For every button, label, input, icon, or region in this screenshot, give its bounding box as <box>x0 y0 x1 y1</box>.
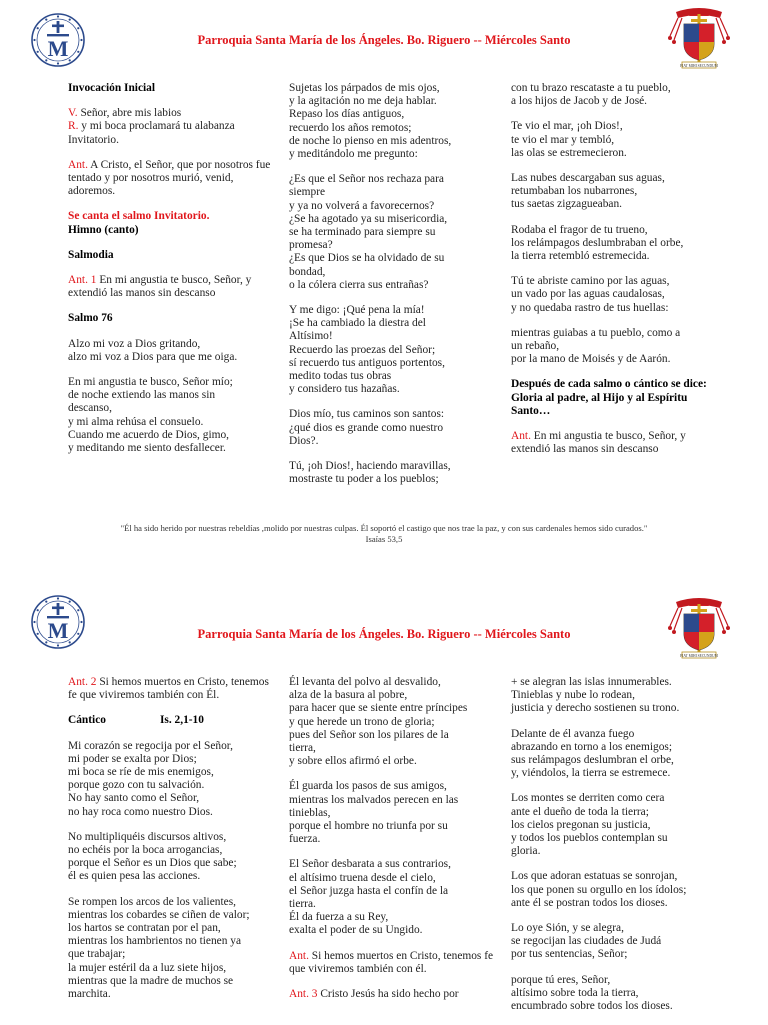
psalm-title: Salmo 76 <box>68 312 113 325</box>
verse-line: Delante de él avanza fuego <box>511 727 635 740</box>
verse-line: + se alegran las islas innumerables. <box>511 676 672 688</box>
verse-line: y sobre ellos afirmó el orbe. <box>289 755 417 768</box>
verse-line: descanso, <box>68 402 112 415</box>
svg-text:M: M <box>47 618 69 643</box>
verse-line: los hartos se contratan por el pan, <box>68 922 221 935</box>
verse-line: porque tú eres, Señor, <box>511 973 611 986</box>
verse-line: y ya no volverá a favorecernos? <box>289 199 435 212</box>
salmodia-title: Salmodia <box>68 248 114 261</box>
column-2 <box>289 82 494 498</box>
verse-line: Dios?. <box>289 434 319 447</box>
verse-line: No hay santo como el Señor, <box>68 792 200 805</box>
verse-line: con tu brazo rescataste a tu pueblo, <box>511 82 671 94</box>
svg-text:FIAT MIHI SECUNDUM: FIAT MIHI SECUNDUM <box>680 63 718 68</box>
column-3 <box>511 82 711 468</box>
verse-line: y la agitación no me deja hablar. <box>289 95 437 108</box>
verse-line: Mi corazón se regocija por el Señor, <box>68 739 233 752</box>
verse-line: la mujer estéril da a luz siete hijos, <box>68 961 227 974</box>
verse-line: no echéis por la boca arrogancias, <box>68 844 223 857</box>
antiphon-3-text: Cristo Jesús ha sido hecho por <box>317 988 459 1001</box>
verse-line: para hacer que se siente entre príncipes <box>289 702 468 715</box>
verse-line: mi boca se ríe de mis enemigos, <box>68 766 214 779</box>
antiphon-label: Ant. <box>289 949 309 962</box>
verse-line: alzo mi voz a Dios para que me oiga. <box>68 350 238 363</box>
coat-of-arms-logo <box>664 596 734 660</box>
verse-line: mi poder se exalta por Dios; <box>68 752 197 765</box>
verse-line: El Señor desbarata a sus contrarios, <box>289 858 451 871</box>
verse-line: y mi alma rehúsa el consuelo. <box>68 415 204 428</box>
verse-line: Sujetas los párpados de mis ojos, <box>289 82 440 94</box>
verse-line: Él levanta del polvo al desvalido, <box>289 676 441 688</box>
verse-line: se ha terminado para siempre su <box>289 226 436 239</box>
canticle-reference: Is. 2,1-10 <box>159 714 204 727</box>
verse-line: ¿Es que el Señor nos rechaza para <box>289 173 444 186</box>
verse-line: bondad, <box>289 265 326 278</box>
column-3 <box>511 676 711 1025</box>
verse-line: exalta el poder de su Ungido. <box>289 924 423 937</box>
verse-line: Se rompen los arcos de los valientes, <box>68 895 236 908</box>
verse-line: y todos los pueblos contemplan su <box>511 832 668 845</box>
antiphon-1-label: Ant. 1 <box>68 274 97 287</box>
verse-line: Recuerdo las proezas del Señor; <box>289 343 436 356</box>
verse-line: ante el dueño de toda la tierra; <box>511 805 649 818</box>
verse-line: o la cólera cierra sus entrañas? <box>289 278 429 291</box>
page-title: Parroquia Santa María de los Ángeles. Bo. Riguero -- Miércoles Santo <box>197 33 571 47</box>
verse-line: los relámpagos deslumbraban el orbe, <box>511 236 684 249</box>
antiphon-text: A Cristo, el Señor, que por nosotros fue tentado y por nosotros murió, venid, adoremos. <box>68 158 271 198</box>
verse-line: medito todas tus obras <box>289 370 392 383</box>
footer-quote <box>60 523 708 545</box>
verse-line: un rebaño, <box>511 340 560 353</box>
verse-line: altísimo sobre toda la tierra, <box>511 986 639 999</box>
verse-line: Cuando me acuerdo de Dios, gimo, <box>68 428 230 441</box>
verse-line: Alzo mi voz a Dios gritando, <box>68 337 201 350</box>
antiphon-label: Ant. <box>68 158 88 171</box>
verse-line: te vio el mar y tembló, <box>511 133 615 146</box>
verse-line: los que ponen su orgullo en los ídolos; <box>511 883 687 896</box>
rubric-sing: Se canta el salmo Invitatorio. <box>68 210 210 223</box>
verse-line: un vado por las aguas caudalosas, <box>511 288 665 301</box>
verse-line: mientras los hambrientos no tienen ya <box>68 935 242 948</box>
verse-line: Tú, ¡oh Dios!, haciendo maravillas, <box>289 460 451 473</box>
verse-line: mostraste tu poder a los pueblos; <box>289 473 439 486</box>
verse-line: se regocijan las ciudades de Judá <box>511 935 662 948</box>
antiphon-2-label: Ant. 2 <box>68 676 97 688</box>
verse-line: Él da fuerza a su Rey, <box>289 911 389 924</box>
verse-line: porque gozo con tu salvación. <box>68 779 205 792</box>
verse-line: por la mano de Moisés y de Aarón. <box>511 353 671 366</box>
gloria-rubric: Después de cada salmo o cántico se dice: Gloria al padre, al Hijo y al Espíritu Santo… <box>511 378 707 417</box>
verse-line: abrazando en torno a los enemigos; <box>511 740 672 753</box>
verse-line: Te vio el mar, ¡oh Dios!, <box>511 120 623 133</box>
verse-line: sus relámpagos deslumbran el orbe, <box>511 754 674 767</box>
verse-line: tierra, <box>289 742 316 755</box>
verse-line: Tú te abriste camino por las aguas, <box>511 275 670 288</box>
verse-line: los cielos pregonan su justicia, <box>511 818 651 831</box>
verse-line: mientras guiabas a tu pueblo, como a <box>511 326 681 339</box>
response-text: y mi boca proclamará tu alabanza <box>78 120 235 133</box>
verse-line: mientras los cobardes se ciñen de valor; <box>68 908 250 921</box>
verse-line: porque el Señor es un Dios que sabe; <box>68 857 237 870</box>
verse-line: encumbrado sobre todos los dioses. <box>511 1000 673 1013</box>
verse-line: mientras los malvados perecen en las <box>289 793 459 806</box>
verse-line: Rodaba el fragor de tu trueno, <box>511 223 648 236</box>
verse-line: no hay roca como nuestro Dios. <box>68 805 213 818</box>
verse-line: de noche lo pienso en mis adentros, <box>289 134 452 147</box>
verse-line: justicia y derecho sostienen su trono. <box>511 702 680 715</box>
antiphon-3-label: Ant. 3 <box>289 988 318 1001</box>
verse-line: tus saetas zigzagueaban. <box>511 198 623 211</box>
verse-line: marchita. <box>68 988 111 1001</box>
versicle-text: Señor, abre mis labios <box>77 107 182 120</box>
verse-line: recuerdo los años remotos; <box>289 121 412 134</box>
antiphon-2-text: Si hemos muertos en Cristo, tenemos fe que viviremos también con Él. <box>68 676 269 702</box>
verse-line: Repaso los días antiguos, <box>289 108 405 121</box>
verse-line: En mi angustia te busco, Señor mío; <box>68 376 233 389</box>
verse-line: gloria. <box>511 845 541 858</box>
column-1 <box>68 676 273 1013</box>
verse-line: Dios mío, tus caminos son santos: <box>289 408 445 421</box>
svg-text:FIAT MIHI SECUNDUM: FIAT MIHI SECUNDUM <box>680 653 718 658</box>
verse-line: siempre <box>289 186 326 199</box>
verse-line: fuerza. <box>289 833 321 846</box>
verse-line: Los montes se derriten como cera <box>511 792 665 805</box>
verse-line: sí recuerdo tus antiguos portentos, <box>289 356 445 369</box>
verse-line: Y me digo: ¡Qué pena la mía! <box>289 304 425 317</box>
canticle-title: Cántico <box>68 714 106 727</box>
verse-line: y meditándolo me pregunto: <box>289 148 418 161</box>
verse-line: las olas se estremecieron. <box>511 146 627 159</box>
verse-line: a los hijos de Jacob y de José. <box>511 95 648 108</box>
verse-line: Los que adoran estatuas se sonrojan, <box>511 870 678 883</box>
verse-line: ¡Se ha cambiado la diestra del <box>289 317 426 330</box>
section-title: Invocación Inicial <box>68 82 156 94</box>
verse-line: tinieblas, <box>289 806 331 819</box>
verse-line: la tierra retembló estremecida. <box>511 250 650 263</box>
column-1 <box>68 82 273 467</box>
invitatorio-label: Invitatorio. <box>68 133 119 146</box>
antiphon-1-text: En mi angustia te busco, Señor, y extendió las manos sin descanso <box>68 274 252 300</box>
verse-line: Altísimo! <box>289 330 333 343</box>
verse-line: él es quien pesa las acciones. <box>68 870 201 883</box>
verse-line: ¿qué dios es grande como nuestro <box>289 421 444 434</box>
antiphon-label: Ant. <box>511 430 531 443</box>
quote-text: "Él ha sido herido por nuestras rebeldías ,molido por nuestras culpas. Él soportó el castigo que nos trae la paz, y con sus cardenales hemos sido curados." <box>120 523 648 533</box>
verse-line: pues del Señor son los pilares de la <box>289 728 449 741</box>
svg-text:M: M <box>47 36 69 61</box>
verse-line: tierra. <box>289 898 316 911</box>
verse-line: que trabajar; <box>68 948 126 961</box>
coat-of-arms-logo <box>664 6 734 70</box>
verse-line: retumbaban los nubarrones, <box>511 185 638 198</box>
verse-line: por tus sentencias, Señor; <box>511 948 628 961</box>
verse-line: Él guarda los pasos de sus amigos, <box>289 780 447 793</box>
response-label: R. <box>68 120 79 133</box>
page-title: Parroquia Santa María de los Ángeles. Bo. Riguero -- Miércoles Santo <box>197 627 571 641</box>
verse-line: ¿Se ha agotado ya su misericordia, <box>289 212 448 225</box>
verse-line: y que herede un trono de gloria; <box>289 715 435 728</box>
column-2 <box>289 676 494 1013</box>
verse-line: Las nubes descargaban sus aguas, <box>511 172 665 185</box>
verse-line: Lo oye Sión, y se alegra, <box>511 922 624 935</box>
verse-line: el Señor juzga hasta el confín de la <box>289 884 449 897</box>
hymn-title: Himno (canto) <box>68 223 139 236</box>
verse-line: No multipliquéis discursos altivos, <box>68 830 227 843</box>
quote-reference: Isaías 53,5 <box>365 534 403 544</box>
versicle-label: V. <box>68 107 78 120</box>
antiphon-text: Si hemos muertos en Cristo, tenemos fe que viviremos también con él. <box>289 949 494 975</box>
antiphon-text: En mi angustia te busco, Señor, y extendió las manos sin descanso <box>511 430 686 456</box>
verse-line: y, viéndolos, la tierra se estremece. <box>511 767 671 780</box>
verse-line: ante él se postran todos los dioses. <box>511 896 668 909</box>
page-2 <box>0 582 768 1024</box>
verse-line: promesa? <box>289 239 333 252</box>
verse-line: Tinieblas y nube lo rodean, <box>511 689 635 702</box>
verse-line: el altísimo truena desde el cielo, <box>289 871 436 884</box>
verse-line: de noche extiendo las manos sin <box>68 389 216 402</box>
verse-line: alza de la basura al pobre, <box>289 689 408 702</box>
verse-line: mientras que la madre de muchos se <box>68 974 234 987</box>
verse-line: porque el hombre no triunfa por su <box>289 820 448 833</box>
verse-line: y no quedaba rastro de tus huellas: <box>511 301 669 314</box>
verse-line: y considero tus hazañas. <box>289 383 400 396</box>
verse-line: ¿Es que Dios se ha olvidado de su <box>289 252 445 265</box>
verse-line: y meditando me siento desfallecer. <box>68 442 226 455</box>
